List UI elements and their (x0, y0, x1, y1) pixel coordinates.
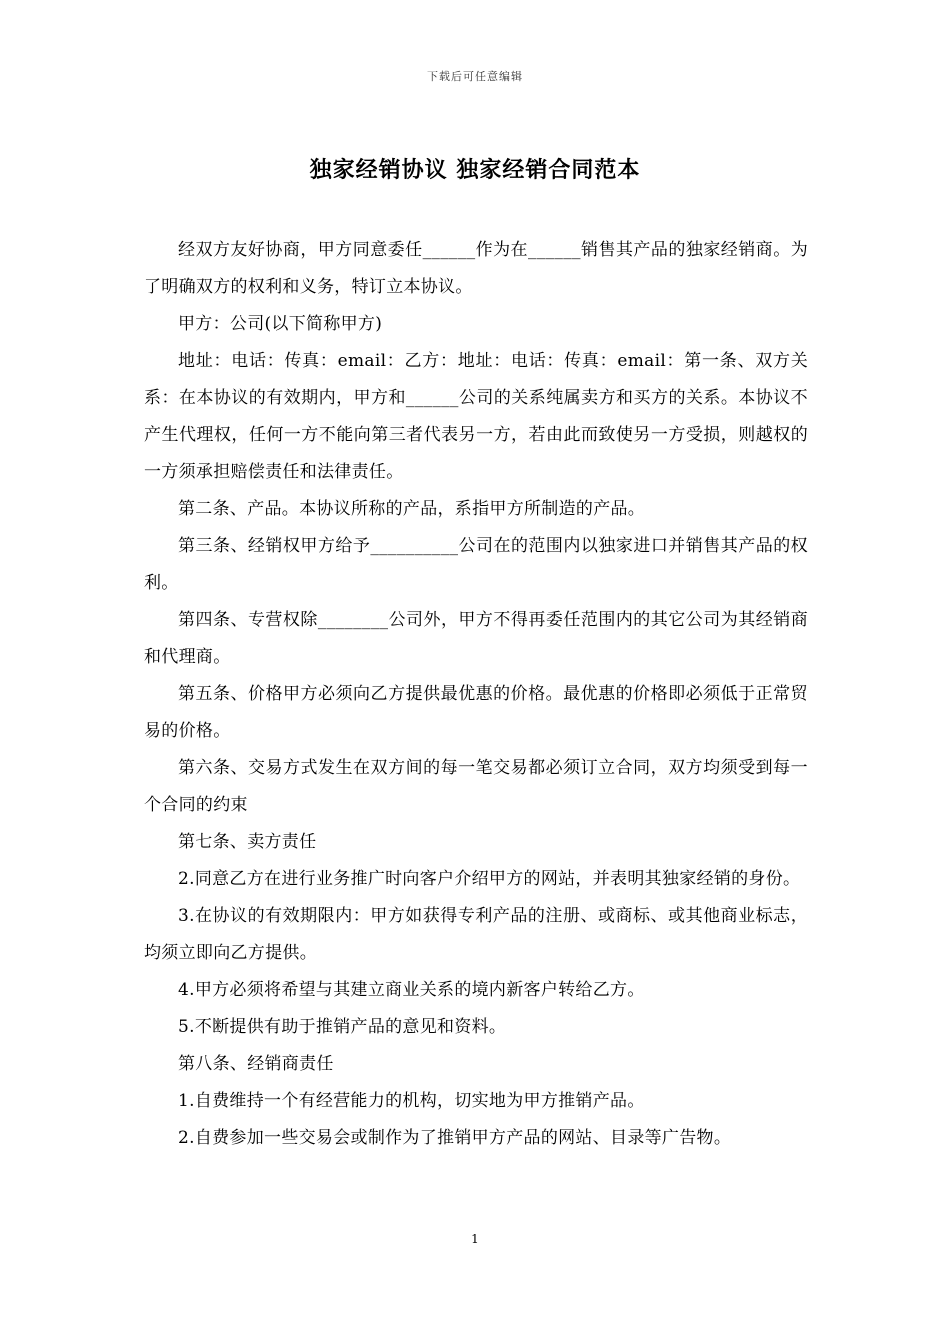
paragraph: 4.甲方必须将希望与其建立商业关系的境内新客户转给乙方。 (178, 980, 645, 1000)
paragraph: 第六条、交易方式发生在双方间的每一笔交易都必须订立合同，双方均须受到每一个合同的约束 (144, 758, 808, 815)
paragraph: 2.自费参加一些交易会或制作为了推销甲方产品的网站、目录等广告物。 (178, 1128, 732, 1148)
document-title: 独家经销协议 独家经销合同范本 (309, 158, 641, 183)
paragraph: 第七条、卖方责任 (178, 832, 317, 852)
paragraph: 地址：电话：传真：email：乙方：地址：电话：传真：email：第一条、双方关系：在本协议的有效期内，甲方和______公司的关系纯属卖方和买方的关系。本协议不产生代理权，任何一方不能向第三者代表另一方，若由此而致使另一方受损，则越权的一方须承担赔偿责任和法律责任。 (144, 351, 808, 482)
paragraph: 1.自费维持一个有经营能力的机构，切实地为甲方推销产品。 (178, 1091, 645, 1111)
document-body (144, 232, 808, 1157)
paragraph: 5.不断提供有助于推销产品的意见和资料。 (178, 1017, 507, 1037)
paragraph: 第四条、专营权除________公司外，甲方不得再委任范围内的其它公司为其经销商和代理商。 (144, 610, 808, 667)
paragraph: 2.同意乙方在进行业务推广时向客户介绍甲方的网站，并表明其独家经销的身份。 (178, 869, 801, 889)
paragraph: 甲方：公司(以下简称甲方) (178, 314, 383, 334)
paragraph: 经双方友好协商，甲方同意委任______作为在______销售其产品的独家经销商。为了明确双方的权利和义务，特订立本协议。 (144, 240, 808, 297)
paragraph: 第三条、经销权甲方给予__________公司在的范围内以独家进口并销售其产品的权利。 (144, 536, 808, 593)
paragraph: 第二条、产品。本协议所称的产品，系指甲方所制造的产品。 (178, 499, 646, 519)
header-note: 下载后可任意编辑 (427, 70, 523, 83)
page-number: 1 (471, 1232, 479, 1246)
paragraph: 第五条、价格甲方必须向乙方提供最优惠的价格。最优惠的价格即必须低于正常贸易的价格。 (144, 684, 808, 741)
paragraph: 第八条、经销商责任 (178, 1054, 334, 1074)
paragraph: 3.在协议的有效期限内：甲方如获得专利产品的注册、或商标、或其他商业标志，均须立即向乙方提供。 (144, 906, 808, 963)
